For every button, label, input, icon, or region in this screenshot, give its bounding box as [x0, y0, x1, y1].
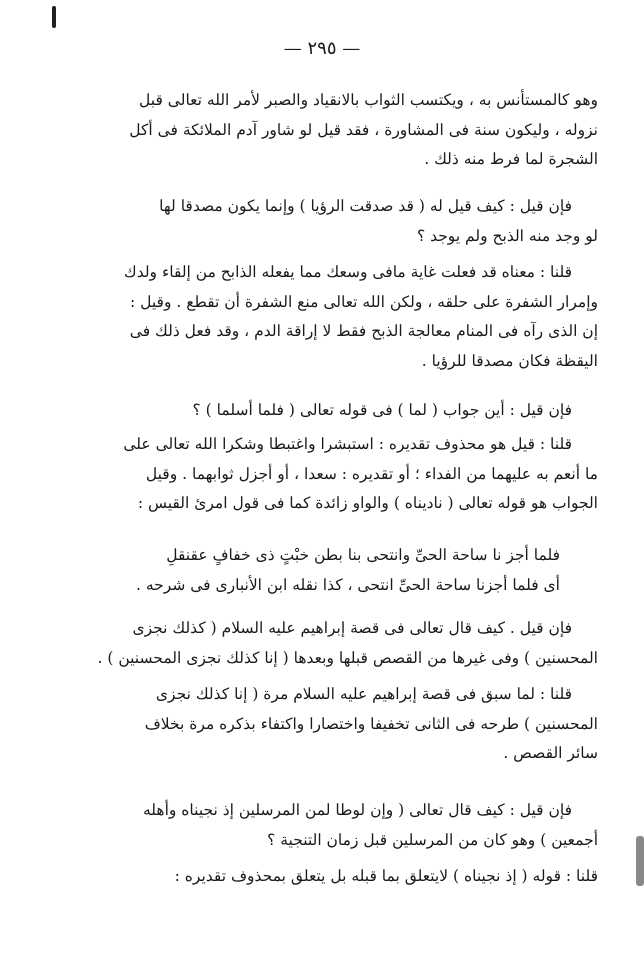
paragraph-1 — [58, 86, 598, 175]
paragraph-4 — [58, 396, 598, 426]
text-line: فإن قيل . كيف قال تعالى فى قصة إبراهيم عليه السلام ( كذلك نجزى — [132, 619, 572, 637]
text-line: المحسنين ) طرحه فى الثانى تخفيفا واختصارا واكتفاء بذكره مرة بخلاف — [144, 714, 598, 733]
paragraph-7 — [58, 680, 598, 769]
binding-shadow — [636, 836, 644, 886]
text-line: قلنا : لما سبق فى قصة إبراهيم عليه السلام مرة ( إنا كذلك نجزى — [155, 685, 572, 703]
page-number: — ٢٩٥ — — [283, 38, 361, 59]
text-line: ما أنعم به عليهما من الفداء ؛ أو تقديره : سعدا ، أو أجزل ثوابهما . وقيل — [145, 464, 598, 483]
text-line: إن الذى رآه فى المنام معالجة الذبح فقط لا إراقة الدم ، وقد فعل ذلك فى — [129, 322, 598, 340]
text-line: سائر القصص . — [503, 744, 598, 762]
paragraph-8 — [58, 796, 598, 855]
poetry-verse — [58, 540, 598, 599]
paragraph-6 — [58, 614, 598, 673]
text-line: قلنا : قوله ( إذ نجيناه ) لايتعلق بما قبله بل يتعلق بمحذوف تقديره : — [174, 867, 598, 885]
text-line: فإن قيل : كيف قيل له ( قد صدقت الرؤيا ) وإنما يكون مصدقا لها — [159, 197, 572, 215]
text-line: الجواب هو قوله تعالى ( ناديناه ) والواو زائدة كما فى قول امرئ القيس : — [137, 494, 598, 512]
text-line: أجمعين ) وهو كان من المرسلين قبل زمان التنجية ؟ — [267, 830, 598, 849]
paragraph-5 — [58, 430, 598, 519]
paragraph-2 — [58, 192, 598, 251]
text-line: اليقظة فكان مصدقا للرؤيا . — [421, 351, 598, 370]
text-line: وإمرار الشفرة على حلقه ، ولكن الله تعالى منع الشفرة أن تقطع . وقيل : — [129, 292, 598, 311]
paragraph-3 — [58, 258, 598, 376]
text-line: فإن قيل : أين جواب ( لما ) فى قوله تعالى ( فلما أسلما ) ؟ — [192, 401, 572, 419]
text-line: قلنا : معناه قد فعلت غاية مافى وسعك مما يفعله الذابح من إلقاء ولدك — [123, 263, 572, 281]
text-line: قلنا : قيل هو محذوف تقديره : استبشرا واغتبطا وشكرا الله تعالى على — [123, 435, 572, 453]
text-line: الشجرة لما فرط منه ذلك . — [424, 150, 598, 168]
text-line: المحسنين ) وفى غيرها من القصص قبلها وبعدها ( إنا كذلك نجزى المحسنين ) . — [97, 648, 598, 667]
text-line: فإن قيل : كيف قال تعالى ( وإن لوطا لمن المرسلين إذ نجيناه وأهله — [142, 801, 572, 819]
page-edge-mark — [52, 6, 56, 28]
text-line: أى فلما أجزنا ساحة الحىِّ انتحى ، كذا نقله ابن الأنبارى فى شرحه . — [136, 575, 560, 594]
verse-line: فلما أجز نا ساحة الحىِّ وانتحى بنا بطن خبْتٍ ذى خفافٍ عقنقلِ — [166, 546, 560, 564]
paragraph-9 — [58, 862, 598, 892]
text-line: نزوله ، وليكون سنة فى المشاورة ، فقد قيل لو شاور آدم الملائكة فى أكل — [129, 120, 598, 139]
text-line: لو وجد منه الذبح ولم يوجد ؟ — [416, 226, 598, 245]
text-line: وهو كالمستأنس به ، ويكتسب الثواب بالانقياد والصبر لأمر الله تعالى قبل — [139, 91, 598, 109]
